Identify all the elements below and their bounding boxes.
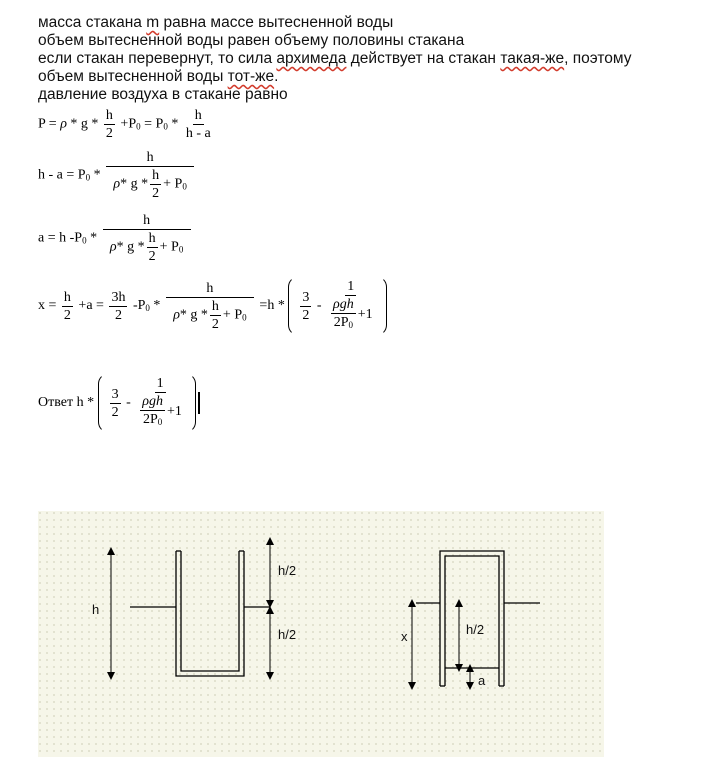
text-line-3-before: если стакан перевернут, то сила [38,50,277,67]
label-x: x [401,629,408,644]
glass-diagram [38,511,604,757]
text-line-4-after: . [274,68,279,85]
eq3-main-frac: h ρ* g * $\frac{h}{2}$ + $P_0$ [103,213,191,264]
eq1-frac-h-h-a: $\frac{h}{h - a}$ [185,108,211,141]
label-h-half-bottom: h/2 [278,627,297,642]
equation-a: a = h $-P_0$ * h ρ* g * $\frac{h}{2}$ + $P_0$ [38,213,193,264]
diagram-background [38,511,604,757]
text-line-5-before: давление воздуха в стакане равно [38,86,288,103]
text-line-1 [38,14,393,32]
label-h: h [92,602,100,617]
equation-h-minus-a: $h - a = P_0$ * h ρ* g * $\frac{h}{2}$ + $P_0$ [38,150,196,201]
eq4-parenthesis: $\frac{3}{2}$ - 1 ρgh $2P_0$ +1 [288,276,386,336]
label-h-half-top: h/2 [278,563,297,578]
answer-label: Ответ [38,395,74,411]
text-line-4 [38,68,278,86]
text-line-4-before: объем вытесненной воды [38,68,228,85]
eq1-g: g [80,116,88,132]
text-line-3-after: действует на стакан [346,50,501,67]
text-line-1-after: равна массе вытесненной воды [159,14,394,31]
equation-x: x = $\frac{h}{2}$ +a = $\frac{3h}{2}$ $-P_0$ * h ρ* g * $\frac{h}{2}$ + $P_0$ =h * $\frac{3}{2}$ - 1 ρgh $2P_0$ +1 [38,276,387,336]
text-line-3 [38,50,631,68]
label-h-half-right: h/2 [466,622,485,637]
text-line-1-before: масса стакана [38,14,147,31]
text-line-5 [38,86,288,104]
eq4-main-frac: h ρ* g * $\frac{h}{2}$ + $P_0$ [166,281,254,332]
answer-parenthesis: $\frac{3}{2}$ - 1 ρgh $2P_0$ +1 [98,373,196,433]
text-line-2-before: объем вытесненной воды равен объему половины стакана [38,32,465,49]
text-line-1-wavy: m [146,14,160,31]
eq2-main-frac: h ρ* g * $\frac{h}{2}$ + $P_0$ [106,150,194,201]
text-line-3-wavy-2: такая-же [500,50,565,67]
text-line-4-wavy: тот-же [227,68,275,85]
text-line-3-wavy: архимеда [276,50,347,67]
eq1-rho: ρ [60,116,67,132]
eq1-P: P [38,116,46,132]
eq1-frac-h-2: $\frac{h}{2}$ [105,108,113,141]
text-line-3-after-2: , поэтому [564,50,632,67]
label-a: a [478,673,486,688]
answer: Ответ h * $\frac{3}{2}$ - 1 ρgh $2P_0$ +1 [38,373,200,433]
equation-pressure: P = ρ * g * $\frac{h}{2}$ $+P_0 = P_0$ * $\frac{h}{h - a}$ [38,108,211,141]
text-cursor [198,392,200,414]
text-line-2 [38,32,464,50]
